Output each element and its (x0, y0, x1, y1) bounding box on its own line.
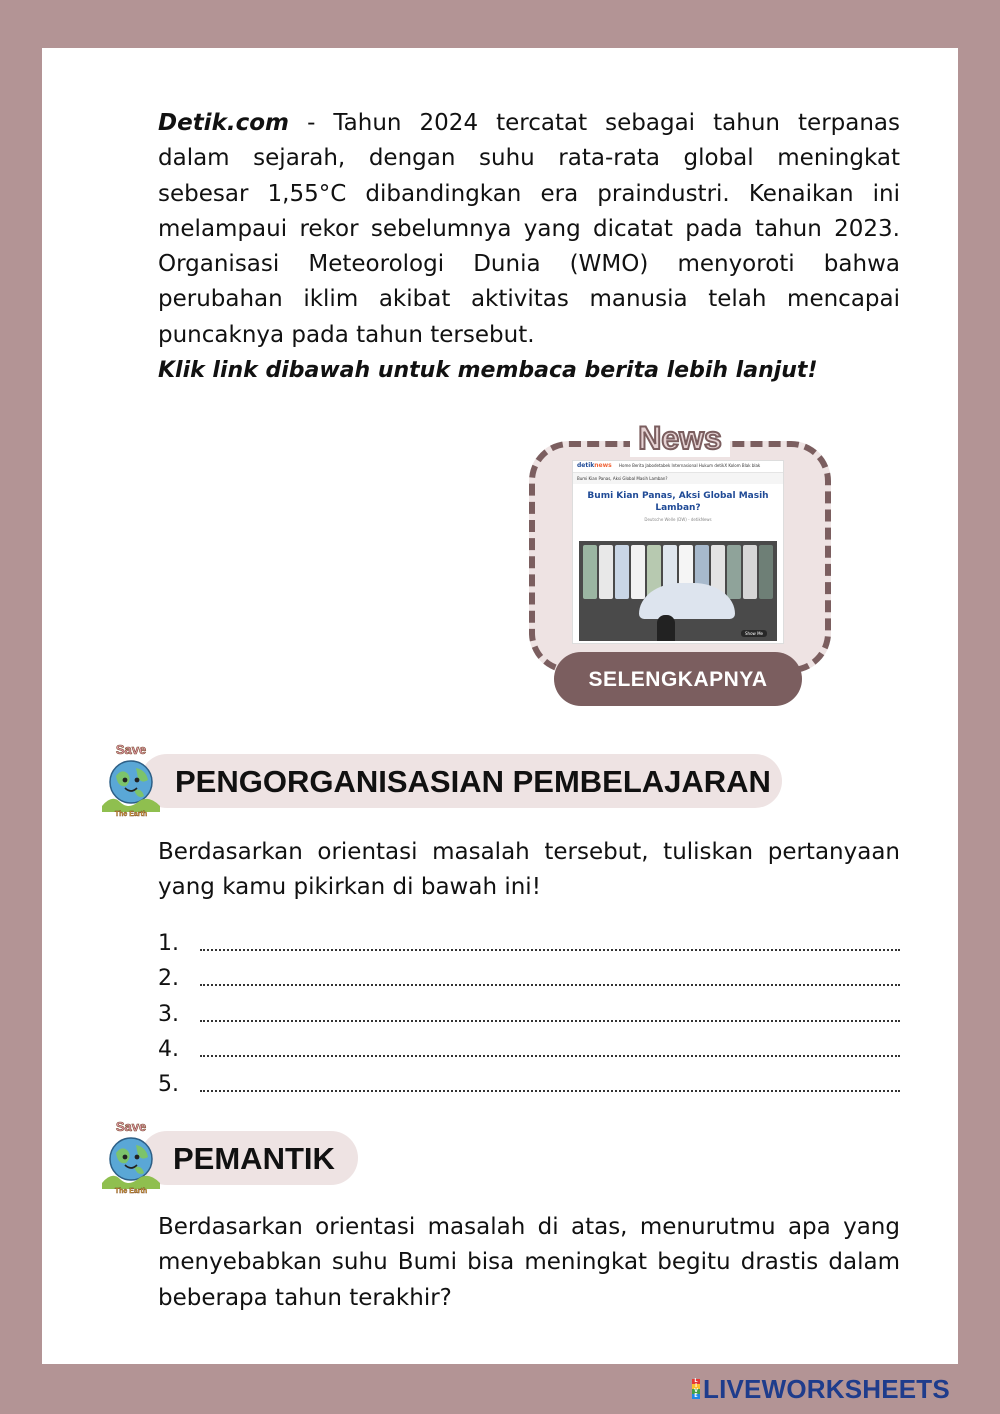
read-more-button[interactable]: SELENGKAPNYA (554, 652, 802, 706)
mascot-bottom-text: The Earth (114, 811, 148, 818)
thumbnail-navbar (573, 461, 783, 473)
footer-brand: LIVEWORKSHEETS (703, 1373, 950, 1404)
liveworksheets-logo[interactable] (692, 1373, 950, 1404)
question-line[interactable] (158, 926, 900, 961)
logo-accent: news (594, 462, 612, 469)
trigger-question: Berdasarkan orientasi masalah di atas, menurutmu apa yang menyebabkan suhu Bumi bisa meningkat begitu drastis dalam beberapa tahun terakhir? (158, 1214, 900, 1311)
logo-main: detik (577, 462, 595, 469)
person-shape (657, 615, 675, 641)
call-to-action: Klik link dibawah untuk membaca berita lebih lanjut! (158, 358, 818, 383)
intro-paragraph (158, 106, 900, 353)
question-number: 1. (158, 931, 179, 956)
question-line[interactable] (158, 1032, 900, 1067)
mascot-top-text: Save (115, 742, 147, 757)
thumbnail-meta: Deutsche Welle (DW) - detikNews (644, 517, 712, 522)
section-title-trigger: PEMANTIK (173, 1141, 335, 1176)
question-number: 5. (158, 1072, 179, 1098)
question-number: 3. (158, 1001, 179, 1027)
news-photo (579, 541, 777, 641)
news-label: News (630, 420, 730, 457)
mark-letter: V (692, 1389, 700, 1394)
question-number: 4. (158, 1036, 179, 1062)
question-number: 2. (158, 966, 179, 992)
section-title-organizing: PENGORGANISASIAN PEMBELAJARAN (175, 764, 771, 799)
question-line[interactable] (158, 1067, 900, 1102)
organizing-instruction: Berdasarkan orientasi masalah tersebut, tuliskan pertanyaan yang kamu pikirkan di bawah ini! (158, 839, 900, 901)
thumbnail-menu: Home Berita Jabodetabek Internasional Hukum detikX Kolom Blak blak (619, 463, 761, 468)
question-line[interactable] (158, 997, 900, 1032)
live-mark-icon (692, 1379, 700, 1399)
photo-tag: Show Me (741, 630, 767, 637)
detik-logo (577, 462, 612, 469)
earth-mascot-icon (98, 740, 164, 820)
mark-letter: I (692, 1384, 700, 1389)
question-line[interactable] (158, 961, 900, 996)
mascot-top-text: Save (115, 1119, 147, 1134)
question-list (158, 926, 900, 1102)
mark-letter: L (692, 1379, 700, 1384)
earth-mascot-icon (98, 1117, 164, 1197)
mark-letter: E (692, 1394, 700, 1399)
source-name: Detik.com (158, 110, 290, 136)
worksheet-page (42, 48, 958, 1364)
thumbnail-breadcrumb: Bumi Kian Panas, Aksi Global Masih Lamban? (573, 473, 783, 484)
thumbnail-headline: Bumi Kian Panas, Aksi Global Masih Lamban? (587, 491, 769, 513)
intro-text: - Tahun 2024 tercatat sebagai tahun terpanas dalam sejarah, dengan suhu rata-rata global meningkat sebesar 1,55°C dibandingkan era praindustri. Kenaikan ini melampaui rekor sebelumnya yang dicatat pada tahun 2023. Organisasi Meteorologi Dunia (WMO) menyoroti bahwa perubahan iklim akibat aktivitas manusia telah mencapai puncaknya pada tahun tersebut. (158, 110, 900, 348)
news-thumbnail[interactable] (572, 460, 784, 644)
mascot-bottom-text: The Earth (114, 1188, 148, 1195)
